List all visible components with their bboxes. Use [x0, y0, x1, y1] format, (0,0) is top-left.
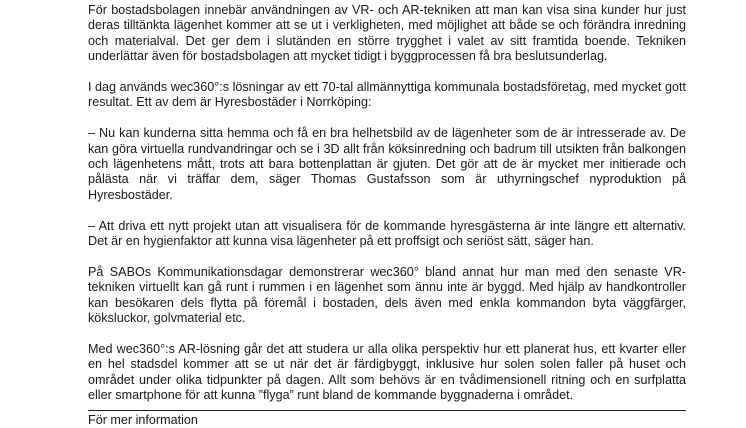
- paragraph-intro: För bostadsbolagen innebär användningen av VR- och AR-tekniken att man kan visa sina kunder hur just deras tilltänkta lägenhet kommer att se ut i verkligheten, med möjlighet att både se och förändra inredning och materialval. Det ger dem i slutänden en större trygghet i valet av sitt framtida boende. Tekniken underlättar även för bostadsbolagen att mycket tidigt i byggprocessen få bra beslutsunderlag.: [88, 3, 686, 64]
- footer-divider: [88, 410, 686, 411]
- paragraph-ar-solution: Med wec360°:s AR-lösning går det att studera ur alla olika perspektiv hur ett planerat hus, ett kvarter eller en hel stadsdel kommer att se ut när det är färdigbyggt, inklusive hur solen solen faller på huset och området under olika tidpunkter på dagen. Allt som behövs är en tvådimensionell ritning och en surfplatta eller smartphone för att kunna ”flyga” runt bland de kommande byggnaderna i området.: [88, 341, 686, 403]
- paragraph-sabo-demo: På SABOs Kommunikationsdagar demonstrerar wec360° bland annat hur man med den senaste VR-tekniken virtuellt kan gå runt i rummen i en lägenhet som ännu inte är byggd. Med hjälp av handkontroller kan besökaren dels flytta på föremål i bostaden, dels även med enkla kommandon byta väggfärger, köksluckor, golvmaterial etc.: [88, 264, 686, 326]
- paragraph-usage: I dag används wec360°:s lösningar av ett 70-tal allmännyttiga kommunala bostadsföretag, med mycket gott resultat. Ett av dem är Hyresbostäder i Norrköping:: [88, 80, 686, 110]
- paragraph-quote-hygiene: – Att driva ett nytt projekt utan att visualisera för de kommande hyresgästerna är inte längre ett alternativ. Det är en hygienfaktor att kunna visa lägenheter på ett proffsigt och seriöst sätt, säger han.: [88, 218, 686, 249]
- paragraph-quote-customers: – Nu kan kunderna sitta hemma och få en bra helhetsbild av de lägenheter som de är intresserade av. De kan göra virtuella rundvandringar och se i 3D allt från köksinredning och badrum till utsikten från balkongen och lägenhetens mått, trots att bara bottenplattan är gjuten. Det gör att de är mycket mer initierade och pålästa när vi träffar dem, säger Thomas Gustafsson som är uthyrningschef nyproduktion på Hyresbostäder.: [88, 126, 686, 202]
- article-body: [88, 3, 686, 419]
- footer-fragment: För mer information: [88, 413, 198, 427]
